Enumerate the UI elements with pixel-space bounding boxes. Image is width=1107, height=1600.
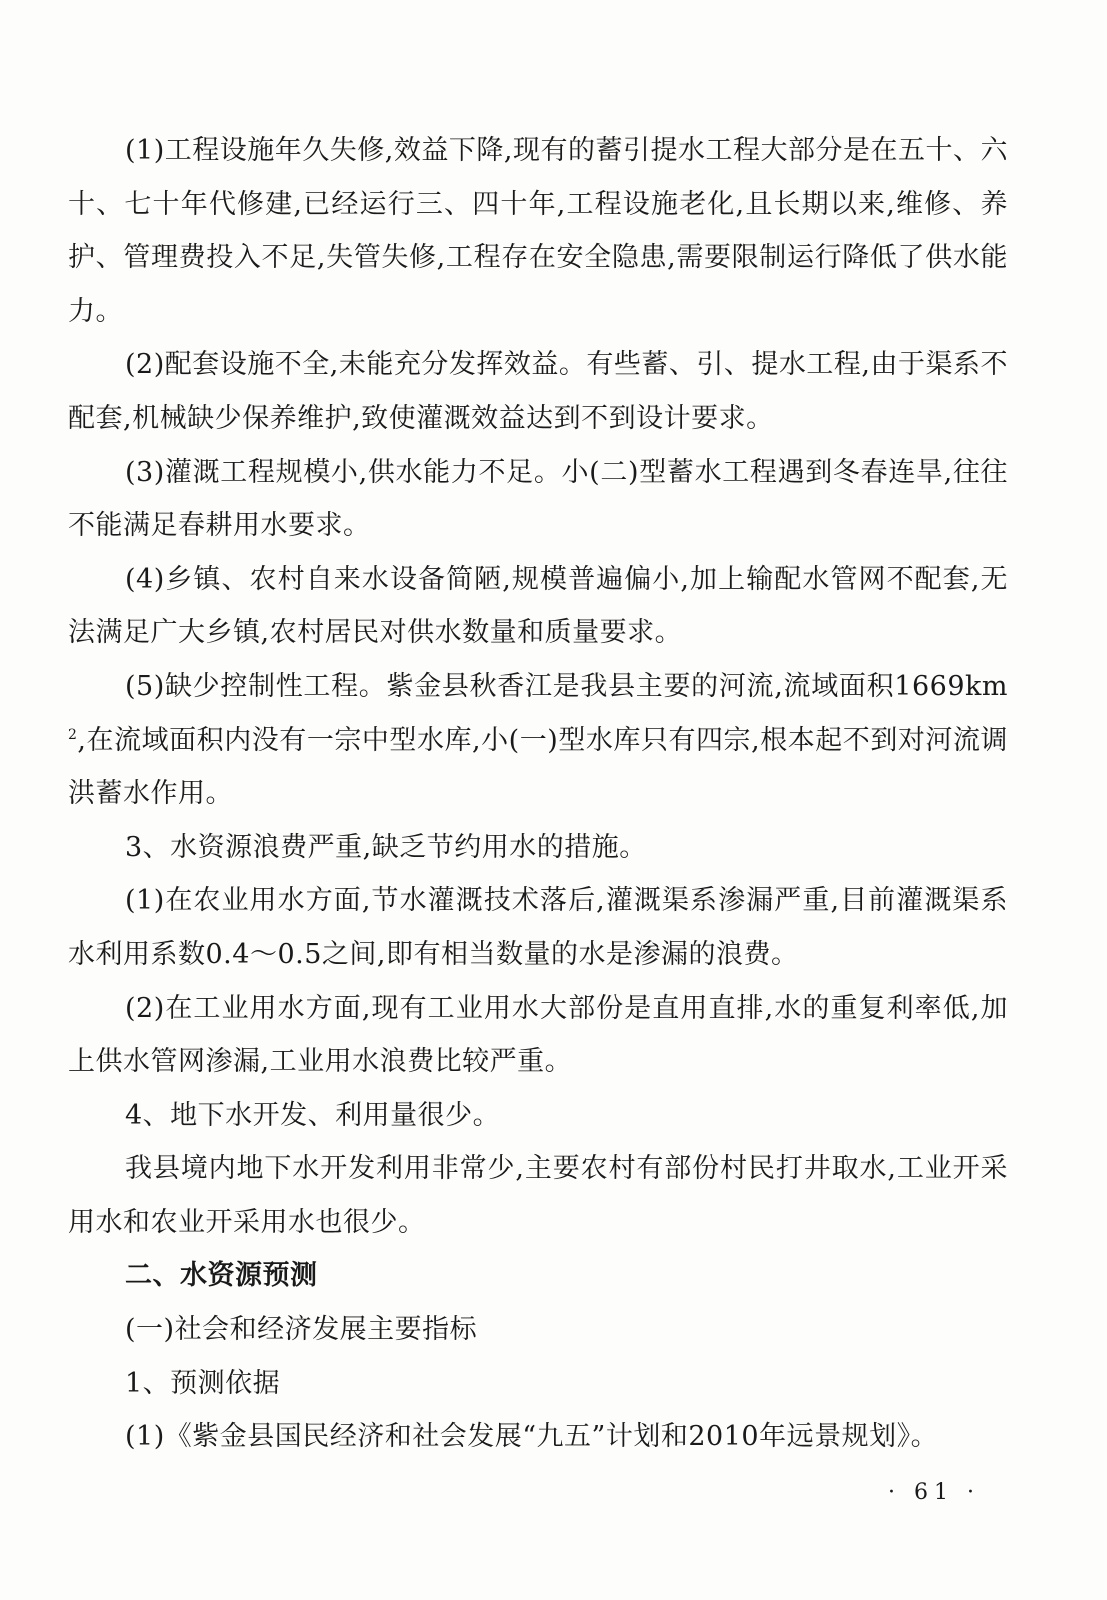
heading-economic-indicators: (一)社会和经济发展主要指标: [125, 1314, 478, 1346]
section-water-waste: 3、水资源浪费严重,缺乏节约用水的措施。: [125, 831, 647, 863]
page-number: · 61 ·: [888, 1480, 980, 1505]
paragraph-control-projects: [68, 660, 1008, 821]
paragraph-facility-disrepair: (1)工程设施年久失修,效益下降,现有的蓄引提水工程大部分是在五十、六十、七十年代修建,已经运行三、四十年,工程设施老化,且长期以来,维修、养护、管理费投入不足,失管失修,工程存在安全隐患,需要限制运行降低了供水能力。: [68, 135, 1008, 327]
paragraph-control-projects-text-2: ,在流域面积内没有一宗中型水库,小(一)型水库只有四宗,根本起不到对河流调洪蓄水作用。: [68, 724, 1008, 810]
page-body: [68, 124, 1008, 1464]
paragraph-agricultural-water: (1)在农业用水方面,节水灌溉技术落后,灌溉渠系渗漏严重,目前灌溉渠系水利用系数0.4～0.5之间,即有相当数量的水是渗漏的浪费。: [68, 885, 1008, 970]
paragraph-rural-water-supply: (4)乡镇、农村自来水设备简陋,规模普遍偏小,加上输配水管网不配套,无法满足广大乡镇,农村居民对供水数量和质量要求。: [68, 563, 1008, 649]
paragraph-incomplete-facilities: (2)配套设施不全,未能充分发挥效益。有些蓄、引、提水工程,由于渠系不配套,机械缺少保养维护,致使灌溉效益达到不到设计要求。: [68, 349, 1008, 434]
superscript-unit: 2: [68, 726, 78, 743]
paragraph-county-plan: (1)《紫金县国民经济和社会发展“九五”计划和2010年远景规划》。: [125, 1421, 939, 1453]
section-groundwater: 4、地下水开发、利用量很少。: [125, 1099, 501, 1131]
heading-forecast-basis: 1、预测依据: [125, 1367, 281, 1399]
paragraph-control-projects-text: (5)缺少控制性工程。紫金县秋香江是我县主要的河流,流域面积1669km: [125, 670, 1008, 702]
paragraph-industrial-water: (2)在工业用水方面,现有工业用水大部份是直用直排,水的重复利率低,加上供水管网渗漏,工业用水浪费比较严重。: [68, 992, 1008, 1078]
paragraph-small-irrigation: (3)灌溉工程规模小,供水能力不足。小(二)型蓄水工程遇到冬春连旱,往往不能满足春耕用水要求。: [68, 456, 1008, 542]
heading-water-forecast: 二、水资源预测: [125, 1260, 318, 1292]
paragraph-groundwater-use: 我县境内地下水开发利用非常少,主要农村有部份村民打井取水,工业开采用水和农业开采用水也很少。: [68, 1153, 1008, 1238]
